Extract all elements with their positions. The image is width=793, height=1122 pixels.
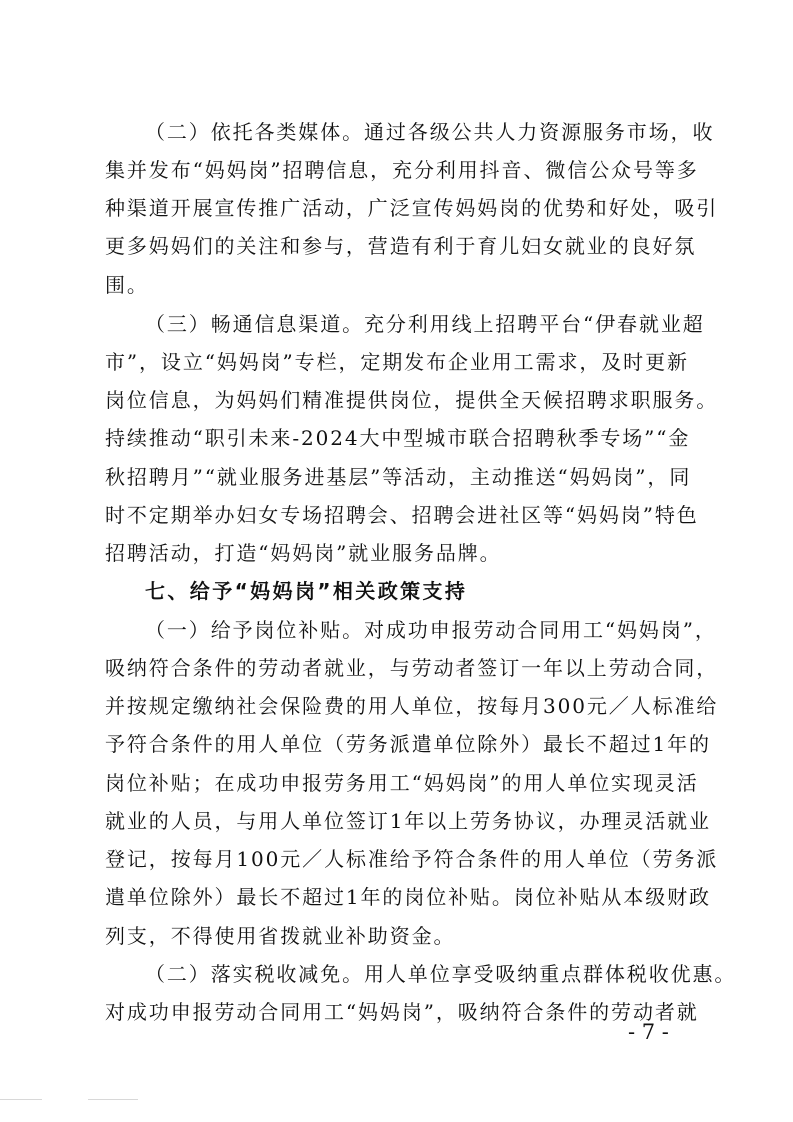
paragraph-media-line-4: 更多妈妈们的关注和参与，营造有利于育儿妇女就业的良好氛 bbox=[105, 234, 697, 258]
paragraph-subsidy-line-5: 岗位补贴；在成功申报劳务用工“妈妈岗”的用人单位实现灵活 bbox=[105, 771, 699, 795]
paragraph-media-line-2: 集并发布“妈妈岗”招聘信息，充分利用抖音、微信公众号等多 bbox=[105, 158, 699, 182]
paragraph-channels-line-4: 持续推动“职引未来-2024大中型城市联合招聘秋季专场”“金 bbox=[105, 426, 691, 450]
paragraph-subsidy-line-9: 列支，不得使用省拨就业补助资金。 bbox=[105, 924, 456, 948]
paragraph-subsidy-line-3: 并按规定缴纳社会保险费的用人单位，按每月300元／人标准给 bbox=[105, 694, 719, 718]
paragraph-subsidy-line-2: 吸纳符合条件的劳动者就业，与劳动者签订一年以上劳动合同， bbox=[105, 656, 719, 680]
paragraph-channels-line-7: 招聘活动，打造“妈妈岗”就业服务品牌。 bbox=[105, 541, 502, 565]
paragraph-media-line-3: 种渠道开展宣传推广活动，广泛宣传妈妈岗的优势和好处，吸引 bbox=[105, 196, 719, 220]
scan-edge-mark-left bbox=[0, 1099, 42, 1100]
paragraph-channels-line-3: 岗位信息，为妈妈们精准提供岗位，提供全天候招聘求职服务。 bbox=[105, 388, 719, 412]
paragraph-channels-line-2: 市”，设立“妈妈岗”专栏，定期发布企业用工需求，及时更新 bbox=[105, 350, 689, 374]
paragraph-subsidy-line-1: （一）给予岗位补贴。对成功申报劳动合同用工“妈妈岗”， bbox=[145, 618, 717, 642]
paragraph-subsidy-line-6: 就业的人员，与用人单位签订1年以上劳务协议，办理灵活就业 bbox=[105, 809, 711, 833]
scan-edge-mark-right bbox=[88, 1099, 138, 1100]
paragraph-channels-line-1: （三）畅通信息渠道。充分利用线上招聘平台“伊春就业超 bbox=[145, 312, 705, 336]
paragraph-media-line-5: 围。 bbox=[105, 273, 149, 297]
paragraph-channels-line-6: 时不定期举办妇女专场招聘会、招聘会进社区等“妈妈岗”特色 bbox=[105, 503, 699, 527]
paragraph-tax-line-2: 对成功申报劳动合同用工“妈妈岗”，吸纳符合条件的劳动者就 bbox=[105, 1000, 699, 1024]
paragraph-subsidy-line-8: 遣单位除外）最长不超过1年的岗位补贴。岗位补贴从本级财政 bbox=[105, 885, 711, 909]
paragraph-subsidy-line-4: 予符合条件的用人单位（劳务派遣单位除外）最长不超过1年的 bbox=[105, 732, 711, 756]
paragraph-media-line-1: （二）依托各类媒体。通过各级公共人力资源服务市场，收 bbox=[145, 120, 715, 144]
page-number: - 7 - bbox=[628, 1020, 669, 1044]
paragraph-subsidy-line-7: 登记，按每月100元／人标准给予符合条件的用人单位（劳务派 bbox=[105, 847, 719, 871]
section-heading: 七、给予“妈妈岗”相关政策支持 bbox=[145, 579, 468, 603]
paragraph-tax-line-1: （二）落实税收减免。用人单位享受吸纳重点群体税收优惠。 bbox=[145, 962, 737, 986]
paragraph-channels-line-5: 秋招聘月”“就业服务进基层”等活动，主动推送“妈妈岗”，同 bbox=[105, 465, 692, 489]
